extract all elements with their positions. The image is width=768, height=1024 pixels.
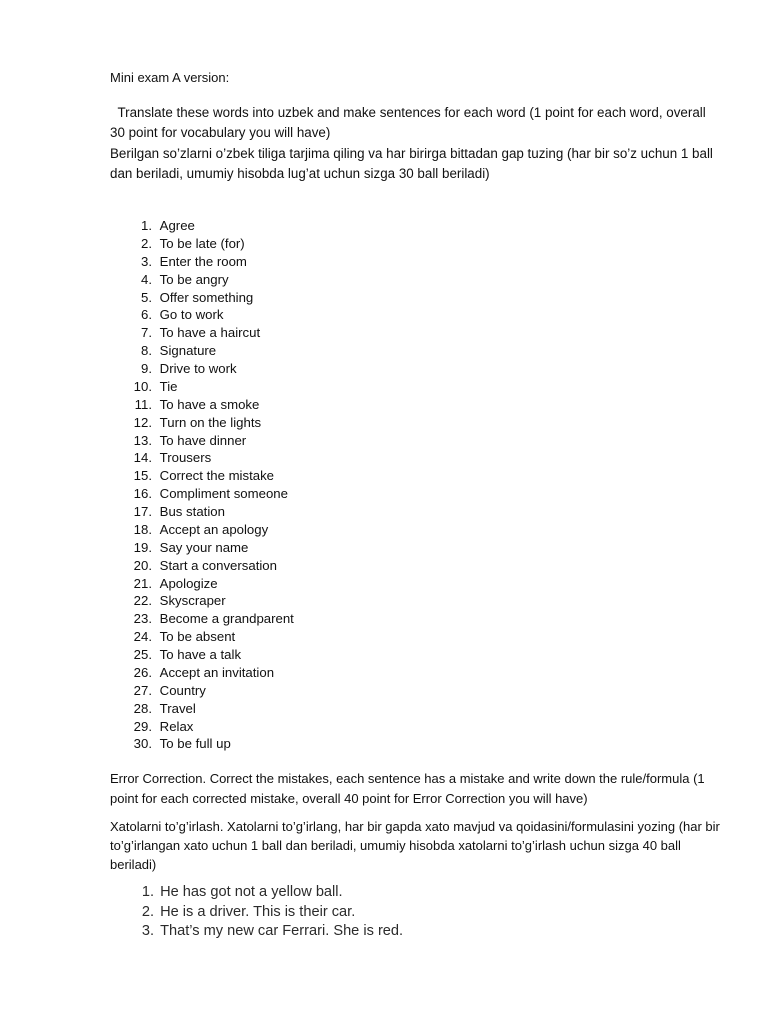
list-text: Become a grandparent bbox=[159, 611, 294, 627]
error-sentence-item bbox=[110, 903, 403, 923]
list-number: 9. bbox=[141, 361, 152, 376]
list-number: 15. bbox=[133, 468, 152, 484]
list-number: 23. bbox=[133, 611, 152, 627]
vocabulary-item bbox=[110, 449, 294, 467]
list-number: 25. bbox=[133, 647, 152, 662]
list-text: He has got not a yellow ball. bbox=[160, 884, 343, 900]
vocabulary-item bbox=[110, 432, 294, 450]
list-number: 6. bbox=[141, 307, 152, 323]
list-text: To have a haircut bbox=[159, 325, 261, 341]
list-text: To be full up bbox=[159, 736, 231, 752]
vocabulary-item bbox=[110, 557, 294, 575]
error-correction-instructions-uzbek: Xatolarni to’g’irlash. Xatolarni to’g’irlang, har bir gapda xato mavjud va qoidasini/formulasini yozing (har bir to’g’irlangan xato uchun 1 ball dan beriladi, umumiy hisobda xatolarni to’g’irlash uchun sizga 40 ball beriladi) bbox=[110, 819, 720, 872]
vocabulary-item bbox=[110, 217, 294, 235]
list-number: 1. bbox=[141, 884, 154, 900]
list-number: 8. bbox=[141, 343, 152, 359]
list-text: He is a driver. This is their car. bbox=[160, 903, 356, 920]
list-number: 30. bbox=[133, 736, 152, 752]
list-text: To be angry bbox=[159, 271, 229, 287]
list-number: 16. bbox=[133, 486, 152, 502]
list-text: Country bbox=[159, 682, 206, 698]
vocabulary-item bbox=[110, 467, 294, 485]
list-text: Agree bbox=[159, 218, 195, 233]
vocabulary-item bbox=[110, 592, 294, 610]
list-number: 7. bbox=[141, 325, 152, 341]
list-text: Signature bbox=[159, 343, 217, 359]
vocabulary-item bbox=[110, 360, 294, 378]
vocabulary-item bbox=[110, 378, 294, 396]
vocabulary-item bbox=[110, 485, 294, 503]
list-text: Tie bbox=[159, 378, 178, 394]
list-text: That’s my new car Ferrari. She is red. bbox=[160, 923, 404, 939]
list-number: 14. bbox=[133, 450, 152, 466]
list-text: Drive to work bbox=[159, 361, 237, 376]
list-number: 21. bbox=[133, 575, 152, 591]
list-number: 5. bbox=[141, 289, 152, 305]
vocabulary-item bbox=[110, 235, 294, 253]
list-text: To be late (for) bbox=[159, 235, 245, 251]
vocabulary-item bbox=[110, 646, 294, 664]
vocabulary-item bbox=[110, 735, 294, 753]
vocabulary-item bbox=[110, 664, 294, 682]
list-number: 3. bbox=[141, 923, 154, 939]
list-number: 27. bbox=[133, 682, 152, 698]
vocabulary-item bbox=[110, 396, 294, 414]
instructions-english: Translate these words into uzbek and make sentences for each word (1 point for each word, overall 30 point for vocabulary you will have) bbox=[110, 105, 710, 140]
list-text: Apologize bbox=[159, 575, 218, 591]
vocabulary-item bbox=[110, 289, 294, 307]
vocabulary-item bbox=[110, 324, 294, 342]
list-text: Turn on the lights bbox=[159, 414, 262, 430]
exam-heading: Mini exam A version: bbox=[110, 70, 230, 85]
list-number: 24. bbox=[133, 629, 152, 645]
list-text: Skyscraper bbox=[159, 593, 226, 609]
vocabulary-item bbox=[110, 342, 294, 360]
list-number: 22. bbox=[133, 593, 152, 609]
vocabulary-item bbox=[110, 306, 294, 324]
vocabulary-item bbox=[110, 700, 294, 718]
vocabulary-item bbox=[110, 521, 294, 539]
list-number: 3. bbox=[141, 253, 152, 269]
list-text: Compliment someone bbox=[159, 486, 288, 502]
error-sentences-list bbox=[110, 883, 403, 942]
list-number: 10. bbox=[133, 378, 152, 394]
list-text: Bus station bbox=[159, 504, 225, 519]
list-number: 2. bbox=[141, 235, 152, 251]
list-number: 29. bbox=[133, 718, 152, 734]
list-text: Trousers bbox=[159, 450, 212, 466]
list-text: Enter the room bbox=[159, 253, 247, 269]
list-text: To have a smoke bbox=[159, 396, 260, 412]
list-number: 4. bbox=[141, 271, 152, 287]
list-text: To be absent bbox=[159, 629, 236, 645]
vocabulary-item bbox=[110, 539, 294, 557]
error-correction-instructions-english: Error Correction. Correct the mistakes, each sentence has a mistake and write down the rule/formula (1 point for each corrected mistake, overall 40 point for Error Correction you will have) bbox=[110, 771, 705, 806]
list-number: 12. bbox=[133, 414, 152, 430]
list-number: 11. bbox=[134, 396, 152, 412]
list-number: 1. bbox=[141, 218, 152, 233]
vocabulary-item bbox=[110, 610, 294, 628]
list-text: Say your name bbox=[159, 539, 249, 555]
vocabulary-item bbox=[110, 414, 294, 432]
list-text: Accept an apology bbox=[159, 521, 269, 537]
vocabulary-item bbox=[110, 628, 294, 646]
list-text: Correct the mistake bbox=[159, 468, 275, 484]
list-text: Travel bbox=[159, 700, 196, 716]
list-text: To have dinner bbox=[159, 432, 247, 448]
list-number: 13. bbox=[133, 432, 152, 448]
list-text: Accept an invitation bbox=[159, 664, 275, 680]
list-text: To have a talk bbox=[159, 647, 242, 662]
vocabulary-item bbox=[110, 718, 294, 736]
vocabulary-list bbox=[110, 217, 294, 753]
list-number: 26. bbox=[133, 664, 152, 680]
list-number: 20. bbox=[133, 557, 152, 573]
vocabulary-item bbox=[110, 271, 294, 289]
list-number: 17. bbox=[133, 504, 152, 519]
list-number: 2. bbox=[141, 903, 154, 920]
list-text: Relax bbox=[159, 718, 194, 734]
list-text: Offer something bbox=[159, 289, 254, 305]
error-sentence-item bbox=[110, 922, 403, 942]
vocabulary-item bbox=[110, 503, 294, 521]
vocabulary-item bbox=[110, 253, 294, 271]
list-number: 28. bbox=[133, 700, 152, 716]
error-sentence-item bbox=[110, 883, 403, 903]
vocabulary-item bbox=[110, 575, 294, 593]
instructions-uzbek: Berilgan so’zlarni o’zbek tiliga tarjima qiling va har birirga bittadan gap tuzing (har bir so’z uchun 1 ball dan beriladi, umumiy hisobda lug’at uchun sizga 30 ball beriladi) bbox=[110, 146, 713, 181]
list-number: 19. bbox=[133, 539, 152, 555]
list-text: Start a conversation bbox=[159, 557, 277, 573]
list-number: 18. bbox=[133, 521, 152, 537]
list-text: Go to work bbox=[159, 307, 224, 323]
vocabulary-item bbox=[110, 682, 294, 700]
